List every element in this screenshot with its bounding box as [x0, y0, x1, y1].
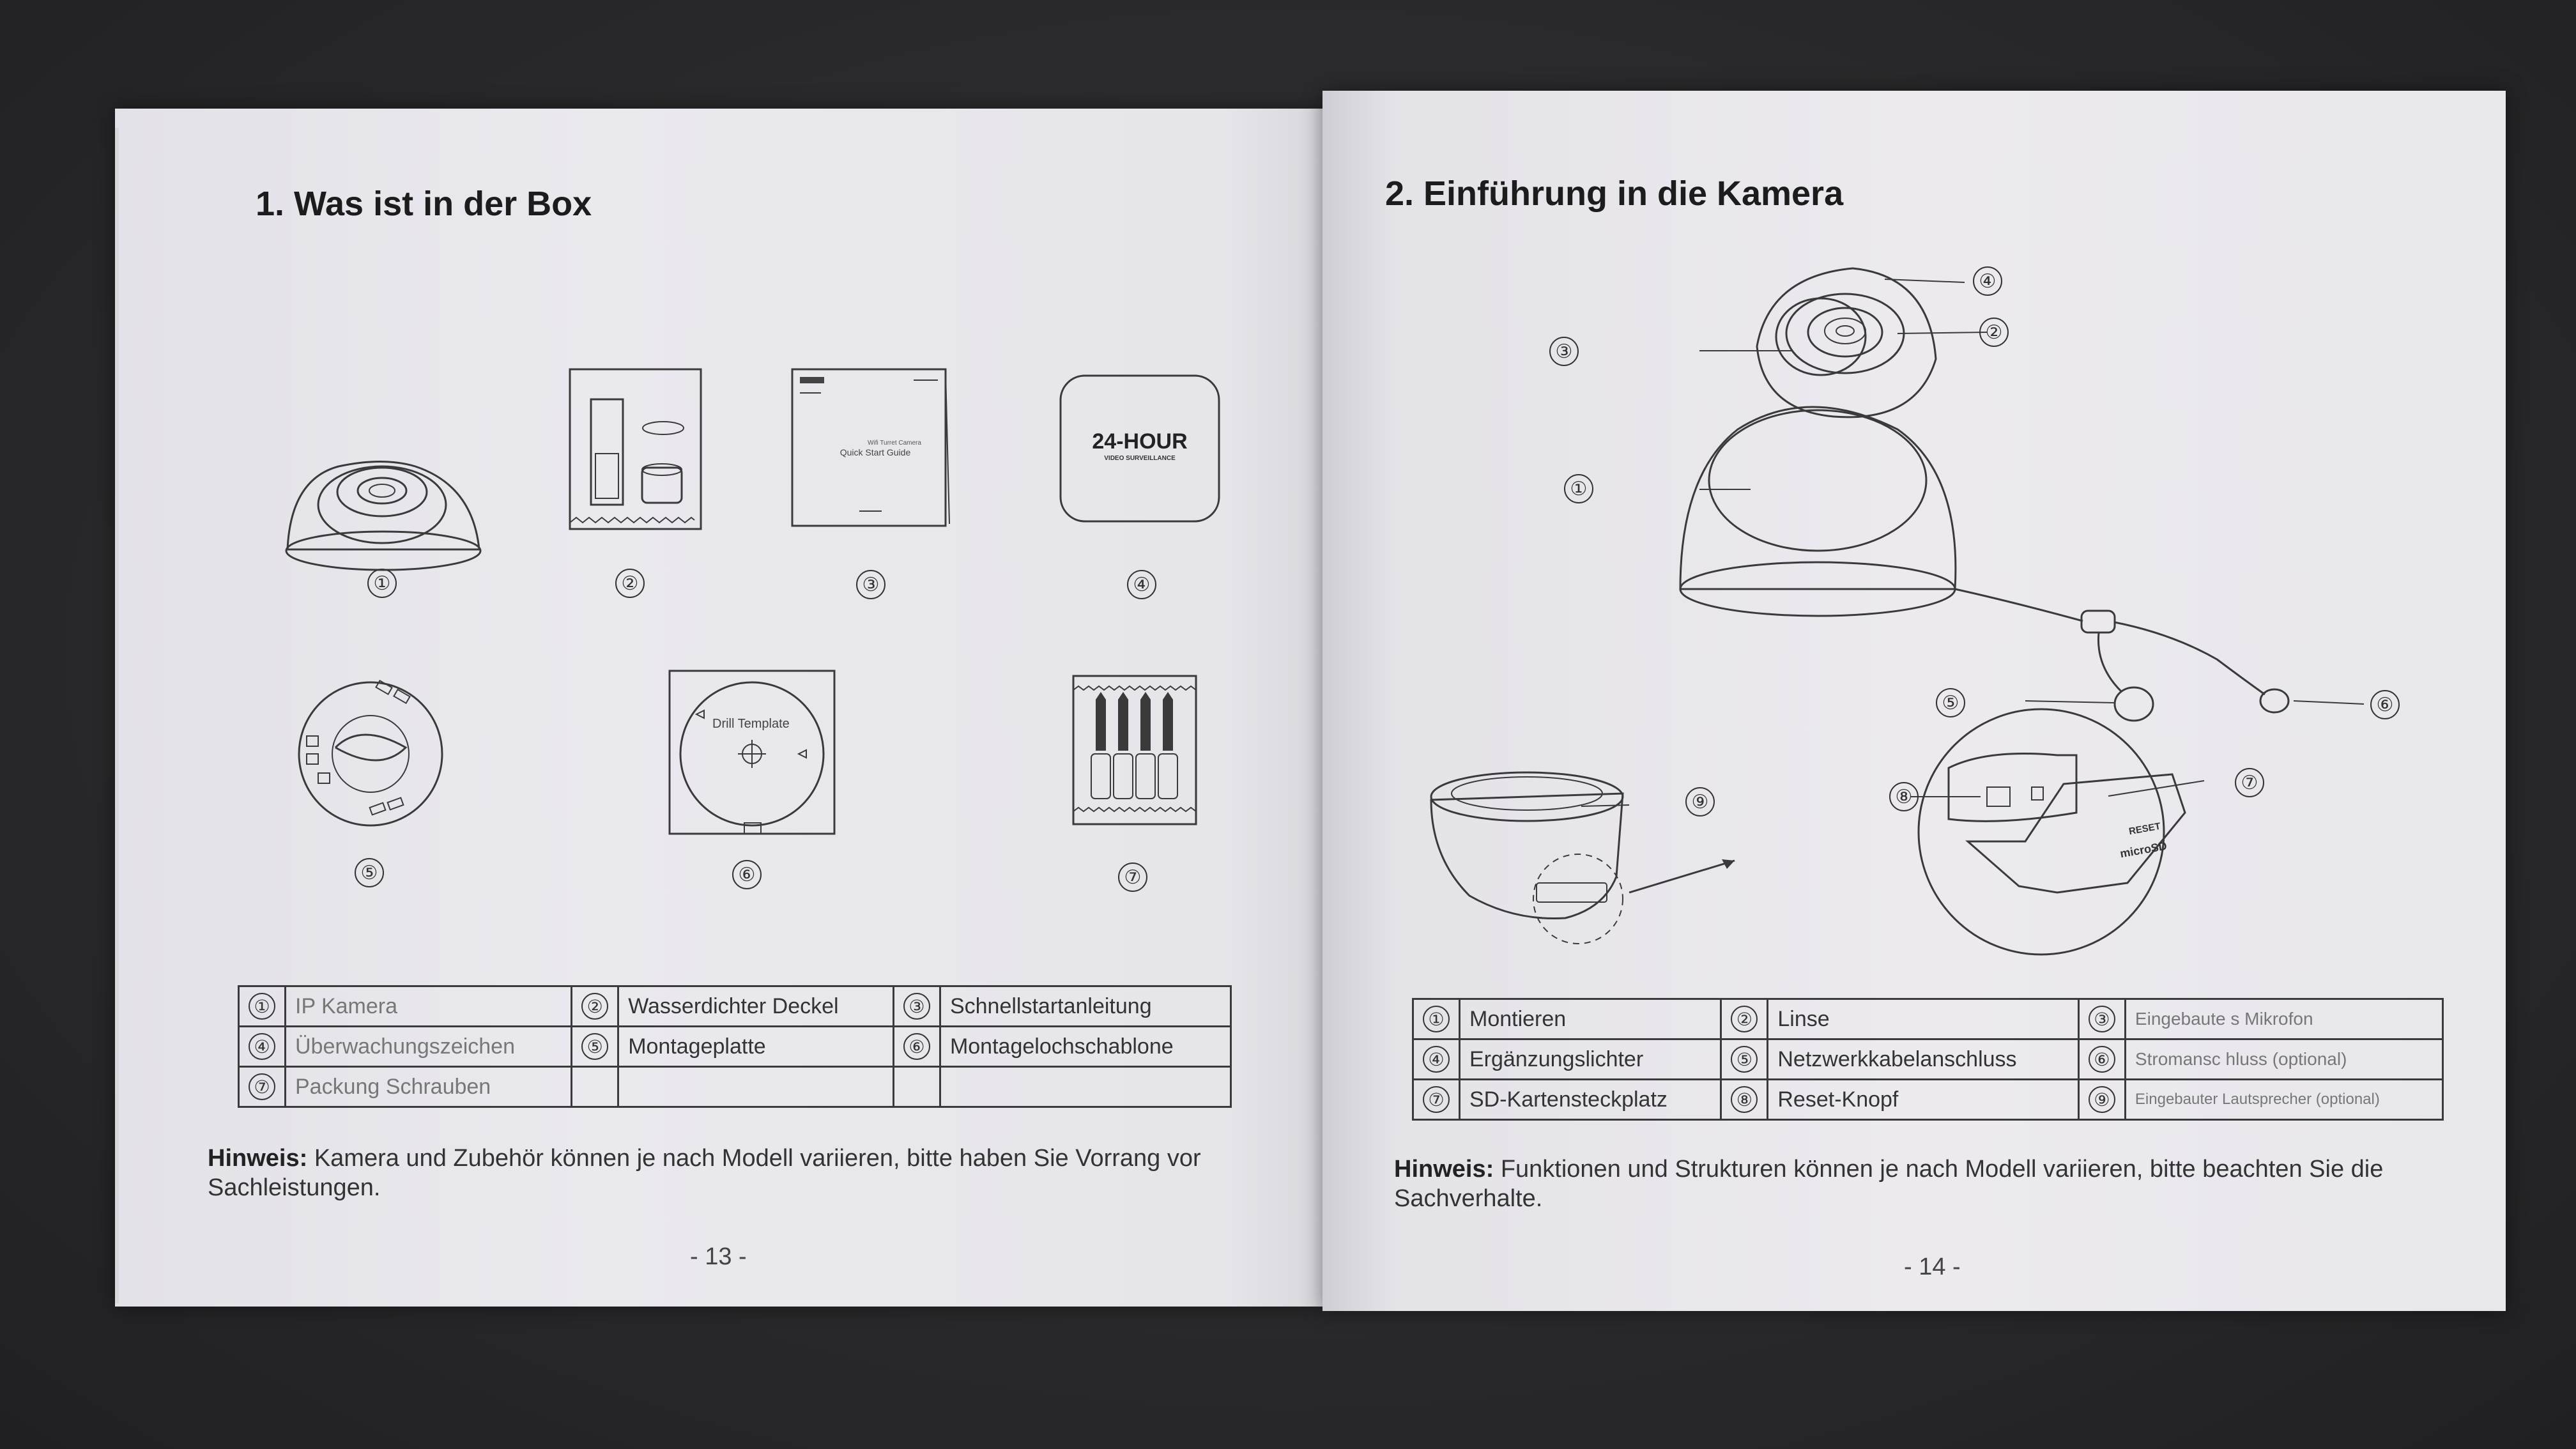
right-page-note	[1394, 1154, 2467, 1213]
table-cell: Packung Schrauben	[286, 1067, 572, 1107]
row-number: ①	[249, 993, 275, 1020]
callout-9: ⑨	[1685, 787, 1715, 816]
row-number: ⑧	[1731, 1086, 1758, 1113]
guide-card-title: Quick Start Guide	[839, 447, 911, 457]
reset-label: RESET	[2128, 820, 2162, 838]
callout-6: ⑥	[2370, 690, 2400, 719]
row-number: ③	[903, 993, 930, 1020]
mounting-plate-illustration	[299, 680, 442, 825]
callout-3: ③	[1549, 337, 1579, 366]
table-cell: Netzwerkkabelanschluss	[1768, 1039, 2079, 1080]
note-text: Kamera und Zubehör können je nach Modell variieren, bitte haben Sie Vorrang vor Sachleistungen.	[208, 1145, 1201, 1201]
item-number-5: ⑤	[355, 858, 384, 887]
row-number: ④	[1423, 1046, 1450, 1073]
callout-7: ⑦	[2235, 768, 2264, 797]
note-text: Funktionen und Strukturen können je nach Modell variieren, bitte beachten Sie die Sachverhalte.	[1394, 1156, 2384, 1212]
table-cell: Ergänzungslichter	[1460, 1039, 1721, 1080]
callout-4: ④	[1973, 266, 2002, 296]
note-label: Hinweis:	[208, 1145, 308, 1172]
row-number: ③	[2089, 1006, 2115, 1032]
table-row	[239, 1027, 1231, 1067]
item-number-3: ③	[856, 570, 885, 599]
row-number: ②	[1731, 1006, 1758, 1032]
screw-pack-illustration	[1073, 676, 1196, 824]
waterproof-cover-illustration	[570, 369, 701, 529]
table-cell: Wasserdichter Deckel	[618, 986, 894, 1027]
table-cell: Stromansc hluss (optional)	[2125, 1039, 2442, 1080]
table-row	[1413, 1080, 2443, 1120]
camera-base-illustration	[1431, 709, 2204, 954]
row-number: ④	[249, 1033, 275, 1060]
box-contents-table	[238, 985, 1232, 1108]
table-cell-empty	[940, 1067, 1230, 1107]
right-page	[1322, 91, 2506, 1311]
callout-8: ⑧	[1889, 782, 1919, 811]
table-cell-empty	[618, 1067, 894, 1107]
row-number: ⑦	[249, 1073, 275, 1100]
row-number: ⑤	[581, 1033, 608, 1060]
table-row	[239, 986, 1231, 1027]
item-number-7: ⑦	[1118, 862, 1147, 892]
row-number: ⑦	[1423, 1086, 1450, 1113]
microsd-label: microSD	[2119, 839, 2168, 861]
page-number: - 13 -	[690, 1243, 747, 1270]
table-cell: Montieren	[1460, 999, 1721, 1039]
table-cell: Linse	[1768, 999, 2079, 1039]
camera-parts-table	[1412, 998, 2444, 1121]
callout-5: ⑤	[1936, 688, 1965, 717]
drill-template-illustration	[670, 671, 834, 834]
item-number-4: ④	[1127, 570, 1156, 599]
table-row	[1413, 999, 2443, 1039]
table-cell: Montageplatte	[618, 1027, 894, 1067]
item-number-6: ⑥	[732, 860, 762, 889]
sign-big-text: 24-HOUR	[1092, 429, 1188, 454]
table-cell: Eingebauter Lautsprecher (optional)	[2125, 1080, 2442, 1120]
callout-2: ②	[1979, 318, 2009, 347]
camera-main-illustration	[1680, 268, 2364, 721]
table-cell: Schnellstartanleitung	[940, 986, 1230, 1027]
item-number-2: ②	[615, 569, 645, 598]
row-number: ⑨	[2089, 1086, 2115, 1113]
row-number: ⑤	[1731, 1046, 1758, 1073]
row-number: ⑥	[903, 1033, 930, 1060]
sign-small-text: VIDEO SURVEILLANCE	[1104, 455, 1176, 462]
table-row	[1413, 1039, 2443, 1080]
left-page-title: 1. Was ist in der Box	[256, 185, 592, 223]
left-page	[115, 109, 1322, 1307]
item-number-1: ①	[367, 569, 397, 598]
drill-template-label: Drill Template	[712, 717, 790, 731]
table-cell: Überwachungszeichen	[286, 1027, 572, 1067]
table-cell: Reset-Knopf	[1768, 1080, 2079, 1120]
callout-1: ①	[1564, 474, 1593, 503]
page-number: - 14 -	[1904, 1254, 1961, 1280]
right-page-title: 2. Einführung in die Kamera	[1385, 174, 1844, 213]
table-cell: IP Kamera	[286, 986, 572, 1027]
row-number: ②	[581, 993, 608, 1020]
left-page-note	[208, 1144, 1268, 1202]
table-cell: Montagelochschablone	[940, 1027, 1230, 1067]
table-cell: SD-Kartensteckplatz	[1460, 1080, 1721, 1120]
row-number: ①	[1423, 1006, 1450, 1032]
row-number: ⑥	[2089, 1046, 2115, 1073]
note-label: Hinweis:	[1394, 1156, 1494, 1183]
camera-diagram	[1322, 91, 2506, 1017]
ip-camera-illustration	[286, 462, 480, 571]
guide-card-small-text: Wifi Turret Camera	[868, 440, 921, 447]
table-row	[239, 1067, 1231, 1107]
table-cell: Eingebaute s Mikrofon	[2125, 999, 2442, 1039]
